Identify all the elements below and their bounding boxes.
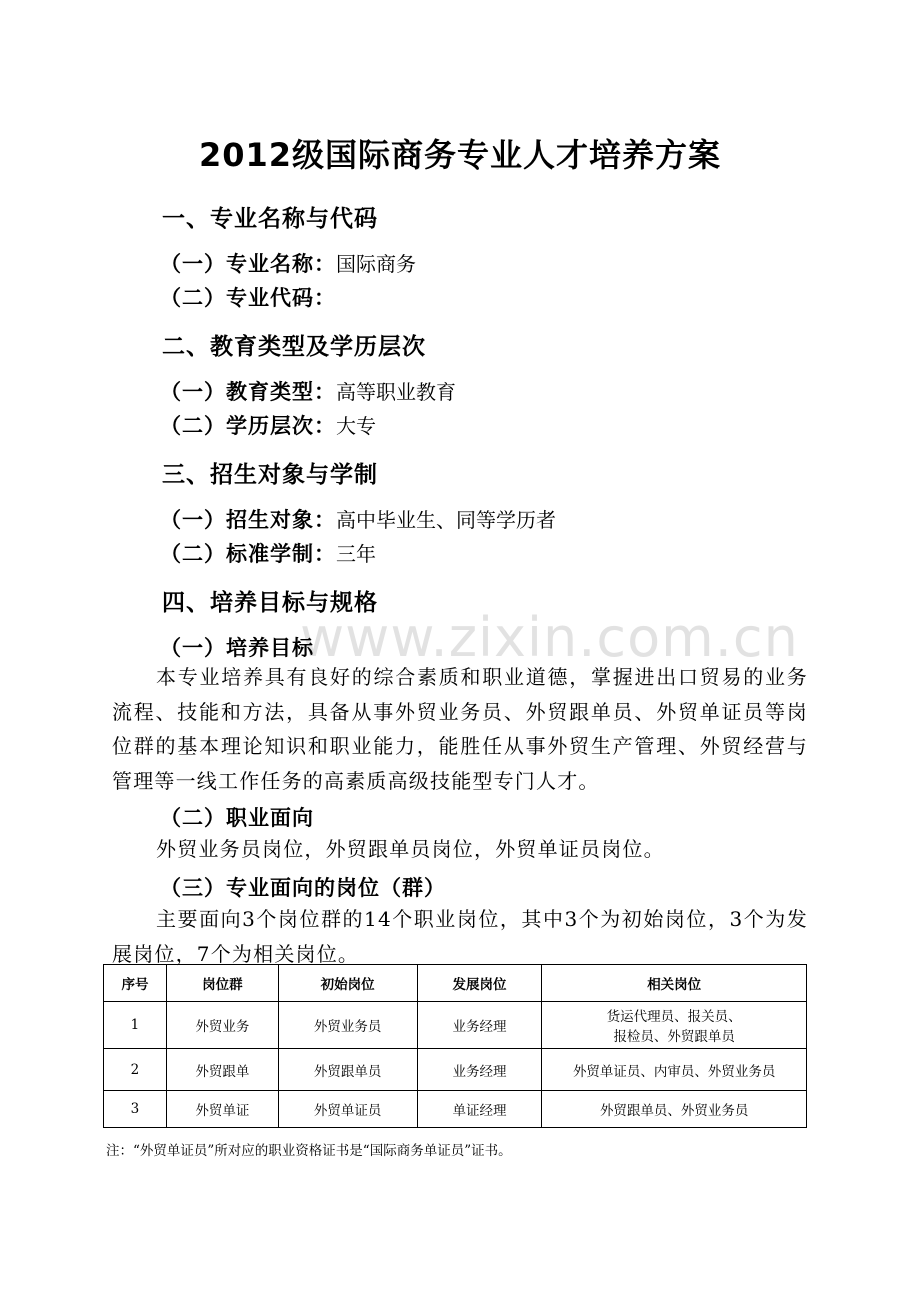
cell-related: 外贸跟单员、外贸业务员 bbox=[542, 1091, 807, 1128]
education-type-value: 高等职业教育 bbox=[336, 380, 456, 404]
header-related: 相关岗位 bbox=[542, 965, 807, 1002]
section-heading-3: 三、招生对象与学制 bbox=[162, 462, 378, 488]
cell-initial: 外贸单证员 bbox=[278, 1091, 417, 1128]
major-code-label: （二）专业代码： bbox=[160, 286, 336, 310]
section-heading-4: 四、培养目标与规格 bbox=[162, 590, 378, 616]
education-type-row bbox=[160, 376, 456, 406]
table-row bbox=[104, 1091, 807, 1128]
table-row bbox=[104, 1049, 807, 1091]
major-name-label: （一）专业名称： bbox=[160, 252, 336, 276]
cell-no: 2 bbox=[104, 1049, 167, 1091]
enrollment-target-value: 高中毕业生、同等学历者 bbox=[336, 508, 556, 532]
training-goal-text: 本专业培养具有良好的综合素质和职业道德，掌握进出口贸易的业务流程、技能和方法，具备从事外贸业务员、外贸跟单员、外贸单证员等岗位群的基本理论知识和职业能力，能胜任从事外贸生产管理、外贸经营与管理等一线工作任务的高素质高级技能型专门人才。 bbox=[112, 665, 808, 793]
career-orientation-text: 外贸业务员岗位，外贸跟单员岗位，外贸单证员岗位。 bbox=[156, 837, 665, 861]
cell-develop: 单证经理 bbox=[417, 1091, 542, 1128]
major-code-row bbox=[160, 282, 336, 312]
section-heading-2: 二、教育类型及学历层次 bbox=[162, 334, 426, 360]
education-level-row bbox=[160, 410, 376, 440]
job-positions-heading: （三）专业面向的岗位（群） bbox=[160, 876, 446, 900]
enrollment-target-row bbox=[160, 504, 556, 534]
cell-no: 1 bbox=[104, 1002, 167, 1049]
cell-related: 外贸单证员、内审员、外贸业务员 bbox=[542, 1049, 807, 1091]
major-name-value: 国际商务 bbox=[336, 252, 416, 276]
career-orientation-heading: （二）职业面向 bbox=[160, 806, 314, 830]
training-goal-heading: （一）培养目标 bbox=[160, 636, 314, 660]
education-type-label: （一）教育类型： bbox=[160, 380, 336, 404]
cell-no: 3 bbox=[104, 1091, 167, 1128]
cell-related bbox=[542, 1002, 807, 1049]
table-row bbox=[104, 1002, 807, 1049]
major-name-row bbox=[160, 248, 416, 278]
cell-group: 外贸跟单 bbox=[166, 1049, 278, 1091]
enrollment-target-label: （一）招生对象： bbox=[160, 508, 336, 532]
header-initial: 初始岗位 bbox=[278, 965, 417, 1002]
table-footnote: 注：“外贸单证员”所对应的职业资格证书是“国际商务单证员”证书。 bbox=[106, 1143, 512, 1159]
cell-develop: 业务经理 bbox=[417, 1049, 542, 1091]
cell-related-line2: 报检员、外贸跟单员 bbox=[613, 1029, 735, 1045]
study-duration-row bbox=[160, 538, 376, 568]
cell-group: 外贸业务 bbox=[166, 1002, 278, 1049]
document-title: 2012级国际商务专业人才培养方案 bbox=[198, 136, 722, 174]
header-group: 岗位群 bbox=[166, 965, 278, 1002]
study-duration-value: 三年 bbox=[336, 542, 376, 566]
header-develop: 发展岗位 bbox=[417, 965, 542, 1002]
cell-group: 外贸单证 bbox=[166, 1091, 278, 1128]
education-level-label: （二）学历层次： bbox=[160, 414, 336, 438]
education-level-value: 大专 bbox=[336, 414, 376, 438]
cell-related-line1: 货运代理员、报关员、 bbox=[606, 1009, 742, 1025]
watermark: www.zixin.com.cn bbox=[300, 606, 799, 669]
header-no: 序号 bbox=[104, 965, 167, 1002]
table-header-row bbox=[104, 965, 807, 1002]
job-positions-table bbox=[103, 964, 807, 1128]
cell-initial: 外贸跟单员 bbox=[278, 1049, 417, 1091]
study-duration-label: （二）标准学制： bbox=[160, 542, 336, 566]
job-positions-text: 主要面向3个岗位群的14个职业岗位，其中3个为初始岗位，3个为发展岗位，7个为相关岗位。 bbox=[112, 907, 808, 966]
section-heading-1: 一、专业名称与代码 bbox=[162, 206, 378, 232]
cell-initial: 外贸业务员 bbox=[278, 1002, 417, 1049]
cell-develop: 业务经理 bbox=[417, 1002, 542, 1049]
